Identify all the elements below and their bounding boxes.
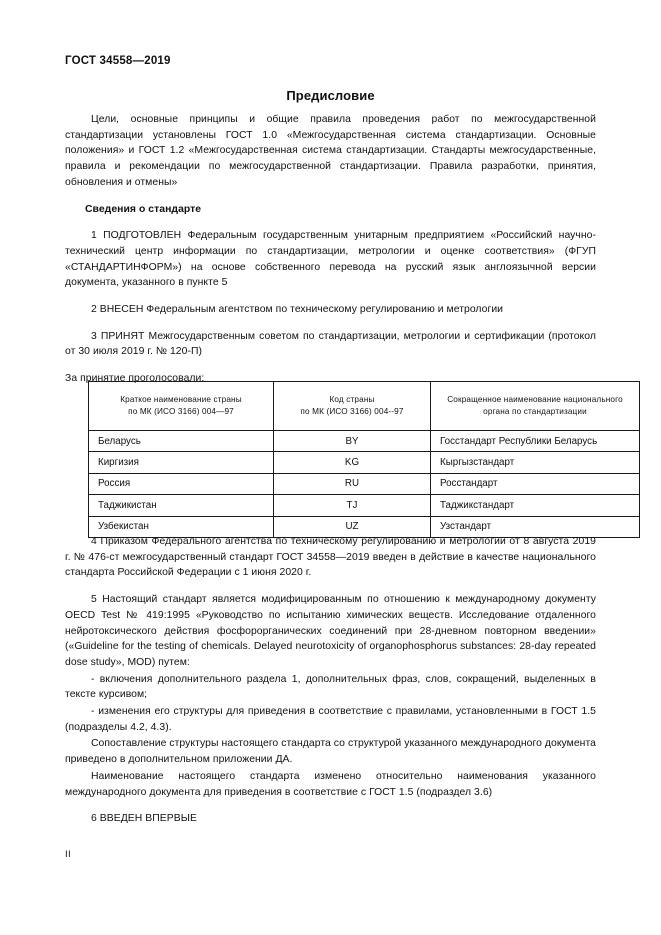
paragraph-item-5: 5 Настоящий стандарт является модифицированным по отношению к международному документу OECD Test № 419:1995 «Руководство по испытанию химических веществ. Исследование отдаленного нейротоксического действия фосфорорганических соединений при 28-дневном повторном введении» («Guideline for the testing of chemicals. Delayed neurotoxicity of organophosphorus substances: 28-day repeated dose study», MOD) путем:	[65, 594, 596, 668]
paragraph-item-5-bullet-1: - включения дополнительного раздела 1, дополнительных фраз, слов, сокращений, выделенных в тексте курсивом;	[65, 673, 596, 701]
cell-country: Киргизия	[89, 452, 274, 473]
table-header-country	[89, 382, 274, 431]
cell-country: Россия	[89, 473, 274, 494]
table-header-body-line1: Сокращенное наименование национального	[447, 395, 623, 404]
body-text	[65, 112, 596, 387]
paragraph-item-3: 3 ПРИНЯТ Межгосударственным советом по стандартизации, метрологии и сертификации (протокол от 30 июля 2019 г. № 120-П)	[65, 330, 596, 358]
cell-code: RU	[274, 473, 431, 494]
cell-body: Узстандарт	[431, 516, 640, 537]
page-number: II	[65, 849, 71, 860]
table-header-code	[274, 382, 431, 431]
cell-body: Госстандарт Республики Беларусь	[431, 431, 640, 452]
paragraph-intro: Цели, основные принципы и общие правила проведения работ по межгосударственной стандартизации установлены ГОСТ 1.0 «Межгосударственная система стандартизации. Основные положения» и ГОСТ 1.2 «Межгосударственная система стандартизации. Стандарты межгосударственные, правила и рекомендации по межгосударственной стандартизации. Правила разработки, принятия, обновления и отмены»	[65, 114, 596, 188]
table-header-body	[431, 382, 640, 431]
cell-country: Таджикистан	[89, 495, 274, 516]
cell-body: Кыргызстандарт	[431, 452, 640, 473]
cell-code: BY	[274, 431, 431, 452]
paragraph-item-6: 6 ВВЕДЕН ВПЕРВЫЕ	[91, 813, 197, 825]
table-header-body-line2: органа по стандартизации	[483, 407, 587, 416]
cell-body: Росстандарт	[431, 473, 640, 494]
page-content	[48, 0, 623, 935]
vote-table-body	[89, 431, 640, 538]
cell-country: Беларусь	[89, 431, 274, 452]
table-header-code-line2: по МК (ИСО 3166) 004--97	[300, 407, 404, 416]
vote-table	[88, 381, 640, 538]
running-header: ГОСТ 34558—2019	[65, 55, 171, 67]
paragraph-item-5-note-2: Наименование настоящего стандарта изменено относительно наименования указанного международного документа для приведения в соответствие с ГОСТ 1.5 (подраздел 3.6)	[65, 770, 596, 798]
cell-body: Таджикстандарт	[431, 495, 640, 516]
body-text-lower	[65, 534, 596, 827]
table-row	[89, 452, 640, 473]
table-row	[89, 431, 640, 452]
cell-code: KG	[274, 452, 431, 473]
heading-about-standard: Сведения о стандарте	[85, 203, 202, 215]
paragraph-item-4: 4 Приказом Федерального агентства по техническому регулированию и метрологии от 8 августа 2019 г. № 476-ст межгосударственный стандарт ГОСТ 34558—2019 введен в действие в качестве национального стандарта Российской Федерации с 1 июня 2020 г.	[65, 536, 596, 579]
vote-table-head	[89, 382, 640, 431]
paragraph-item-5-note-1: Сопоставление структуры настоящего стандарта со структурой указанного международного документа приведено в дополнительном приложении ДА.	[65, 738, 596, 766]
table-header-country-line2: по МК (ИСО 3166) 004—97	[128, 407, 234, 416]
table-header-code-line1: Код страны	[329, 395, 375, 404]
paragraph-vote-intro: За принятие проголосовали:	[65, 373, 205, 385]
paragraph-item-2: 2 ВНЕСЕН Федеральным агентством по техническому регулированию и метрологии	[91, 304, 504, 316]
paragraph-item-1: 1 ПОДГОТОВЛЕН Федеральным государственным унитарным предприятием «Российский научно-технический центр информации по стандартизации, метрологии и оценке соответствия» (ФГУП «СТАНДАРТИНФОРМ») на основе собственного перевода на русский язык англоязычной версии документа, указанного в пункте 5	[65, 230, 596, 289]
table-header-country-line1: Краткое наименование страны	[120, 395, 242, 404]
paragraph-item-5-bullet-2: - изменения его структуры для приведения в соответствие с правилами, установленными в ГОСТ 1.5 (подразделы 4.2, 4.3).	[65, 706, 596, 733]
table-row	[89, 473, 640, 494]
cell-code: TJ	[274, 495, 431, 516]
cell-code: UZ	[274, 516, 431, 537]
page-title: Предисловие	[286, 88, 375, 103]
table-row	[89, 495, 640, 516]
table-header-row	[89, 382, 640, 431]
cell-country: Узбекистан	[89, 516, 274, 537]
